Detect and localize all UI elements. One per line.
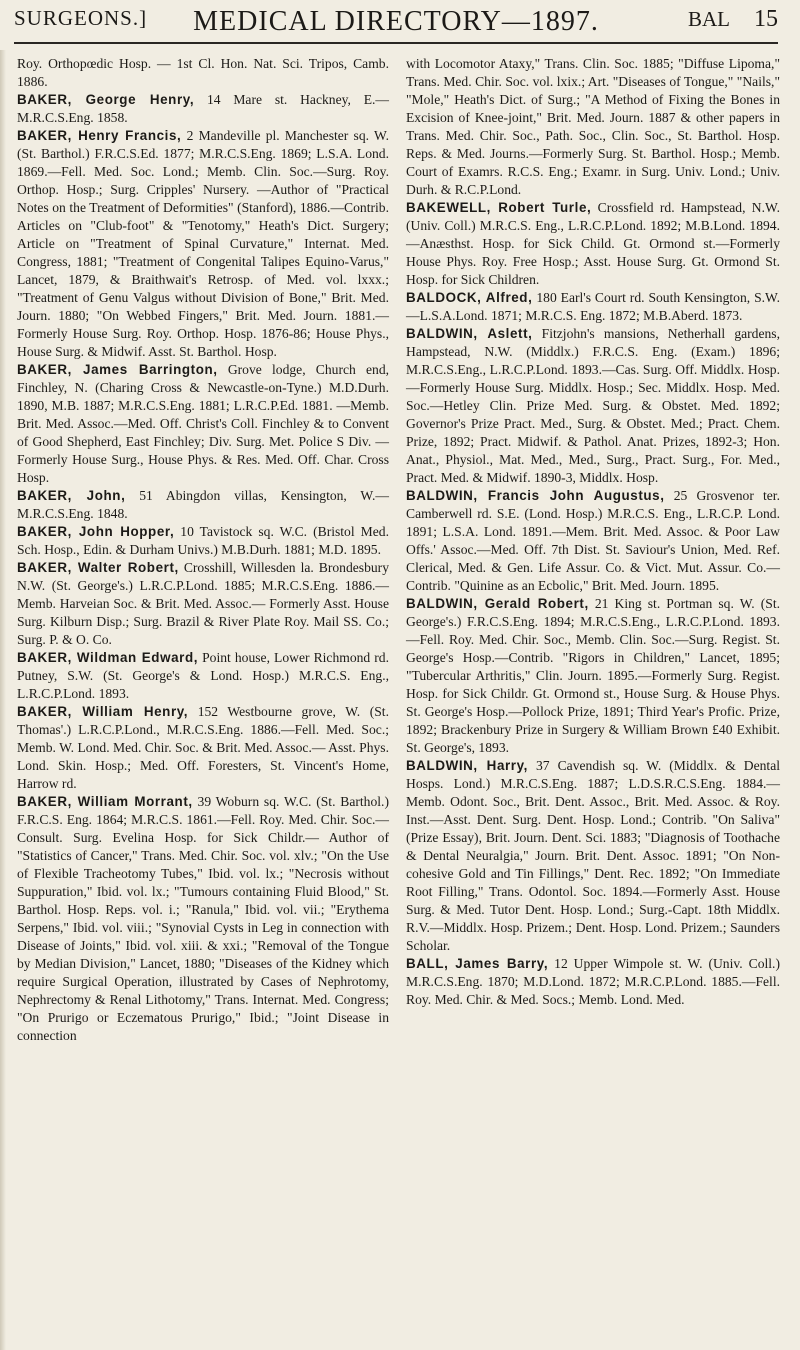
page-gutter-shadow: [0, 50, 6, 1350]
directory-entry: [406, 325, 780, 487]
entry-details: Point house, Lower Richmond rd. Putney, S.W. (St. George's & Lond. Hosp.) M.R.C.S. Eng., L.R.C.P.Lond. 1893.: [17, 650, 389, 701]
directory-entry: [17, 523, 389, 559]
directory-entry: [17, 55, 389, 91]
directory-entry: [17, 127, 389, 361]
left-column: [17, 55, 389, 1045]
directory-entry: [17, 793, 389, 1045]
directory-entry: [406, 955, 780, 1009]
entry-name: BAKER, John,: [17, 488, 126, 503]
entry-name: BAKER, Walter Robert,: [17, 560, 179, 575]
entry-name: BAKER, Henry Francis,: [17, 128, 182, 143]
entry-details: with Locomotor Ataxy," Trans. Clin. Soc. 1885; "Diffuse Lipoma," Trans. Med. Chir. Soc. vol. lxix.; Art. "Diseases of Tongue," "Nails," "Mole," Heath's Dict. of Surg.; "A Method of Fixing the Bones in Excision of Knee-joint," Brit. Med. Journ. 1887 & other papers in Trans. Med. Chir. Soc., Path. Soc., Clin. Soc., St. Barthol. Hosp. Reps. & Med. Journs.—Formerly Surg. St. Barthol. Hosp.; Memb. Court of Examrs. R.C.S. Eng.; Examr. in Surg. Univ. Lond.; Univ. Durh. & R.C.P.Lond.: [406, 56, 780, 197]
entry-details: 180 Earl's Court rd. South Kensington, S.W.—L.S.A.Lond. 1871; M.R.C.S. Eng. 1872; M.B.Aberd. 1873.: [406, 290, 781, 323]
directory-entry: [406, 55, 780, 199]
entry-name: BALL, James Barry,: [406, 956, 549, 971]
entry-name: BAKER, George Henry,: [17, 92, 195, 107]
entry-name: BAKER, William Morrant,: [17, 794, 193, 809]
entry-details: 14 Mare st. Hackney, E.—M.R.C.S.Eng. 1858.: [17, 92, 390, 125]
directory-entry: [17, 487, 389, 523]
entry-details: Grove lodge, Church end, Finchley, N. (Charing Cross & Newcastle-on-Tyne.) M.D.Durh. 1890, M.B. 1887; M.R.C.S.Eng. 1881; L.R.C.P.Ed. 1881. —Memb. Brit. Med. Assoc.—Med. Off. Christ's Coll. Finchley & to Convent of Good Shepherd, East Finchley; Div. Surg. Met. Police S Div. —Formerly House Surg., House Phys. & Res. Med. Off. Char. Cross Hosp.: [17, 362, 390, 485]
entry-details: 39 Woburn sq. W.C. (St. Barthol.) F.R.C.S. Eng. 1864; M.R.C.S. 1861.—Fell. Roy. Med. Chir. Soc.— Consult. Surg. Evelina Hosp. for Sick Childr.— Author of "Statistics of Cancer," Trans. Med. Chir. Soc. vol. xlv.; "On the Use of Flexible Tracheotomy Tubes," Ibid. vol. lx.; "Necrosis without Suppuration," Ibid. vol. lx.; "Tumours containing Fluid Blood," St. Barthol. Hosp. Reps. vol. i.; "Ranula," Ibid. vol. vii.; "Erythema Serpens," Ibid. vol. viii.; "Synovial Cysts in Leg in connection with Disease of Joints," Ibid. vol. xiii. & xxi.; "Removal of the Tongue by Median Division," Lancet, 1880; "Diseases of the Kidney which require Surgical Operation, illustrated by Cases of Nephrotomy, Nephrectomy & Renal Lithotomy," Trans. Internat. Med. Congress; "On Prurigo or Eczematous Prurigo," Ibid.; "Joint Disease in connection: [17, 794, 389, 1043]
entry-name: BAKER, Wildman Edward,: [17, 650, 199, 665]
section-label: SURGEONS.]: [14, 6, 148, 30]
entry-name: BALDOCK, Alfred,: [406, 290, 533, 305]
page-title: MEDICAL DIRECTORY—1897.: [193, 6, 599, 37]
entry-name: BAKEWELL, Robert Turle,: [406, 200, 592, 215]
entry-name: BALDWIN, Gerald Robert,: [406, 596, 589, 611]
directory-entry: [406, 289, 780, 325]
entry-name: BAKER, John Hopper,: [17, 524, 175, 539]
running-header: [14, 2, 778, 44]
entry-details: 37 Cavendish sq. W. (Middlx. & Dental Hosps. Lond.) M.R.C.S.Eng. 1887; L.D.S.R.C.S.Eng. 1884.—Memb. Odont. Soc., Brit. Dent. Assoc., Brit. Med. Assoc. & Roy. Inst.—Asst. Dent. Surg. Dent. Hosp. Lond.; Contrib. "On Saliva" (Prize Essay), Brit. Journ. Dent. Sci. 1883; "Diagnosis of Toothache & Dental Neuralgia," Journ. Brit. Dent. Assoc. 1891; "On Non-cohesive Gold and Tin Fillings," Dent. Rec. 1892; "On Immediate Root Filling," Trans. Odontol. Soc. 1894.—Formerly Asst. House Surg. & Med. Tutor Dent. Hosp. Lond.; Surg.-Capt. 18th Middlx. R.V.—Middlx. Hosp. Prizem.; Dent. Hosp. Lond. Prizem.; Saunders Scholar.: [406, 758, 781, 953]
entry-details: Crossfield rd. Hampstead, N.W. (Univ. Coll.) M.R.C.S. Eng., L.R.C.P.Lond. 1892; M.B.Lond. 1894.—Anæsthst. Hosp. for Sick Child. Gt. Ormond st.—Formerly House Phys. Roy. Free Hosp.; Asst. House Surg. Gt. Ormond St. Hosp. for Sick Children.: [406, 200, 780, 287]
directory-entry: [17, 649, 389, 703]
entry-details: 12 Upper Wimpole st. W. (Univ. Coll.) M.R.C.S.Eng. 1870; M.D.Lond. 1872; M.R.C.P.Lond. 1885.—Fell. Roy. Med. Chir. & Med. Socs.; Memb. Lond. Med.: [406, 956, 780, 1007]
directory-entry: [406, 199, 780, 289]
directory-entry: [406, 595, 780, 757]
entry-name: BAKER, William Henry,: [17, 704, 189, 719]
entry-name: BAKER, James Barrington,: [17, 362, 218, 377]
entry-details: Crosshill, Willesden la. Brondesbury N.W. (St. George's.) L.R.C.P.Lond. 1885; M.R.C.S.Eng. 1886.— Memb. Harveian Soc. & Brit. Med. Assoc.— Formerly Asst. House Surg. Kilburn Disp.; Surg. Brazil & River Plate Roy. Mail SS. Co.; Surg. P. & O. Co.: [17, 560, 389, 647]
directory-entry: [17, 361, 389, 487]
page-number: 15: [754, 6, 778, 32]
directory-entry: [17, 703, 389, 793]
entry-details: Roy. Orthopœdic Hosp. — 1st Cl. Hon. Nat. Sci. Tripos, Camb. 1886.: [17, 56, 389, 89]
entry-name: BALDWIN, Francis John Augustus,: [406, 488, 665, 503]
entry-details: 2 Mandeville pl. Manchester sq. W. (St. Barthol.) F.R.C.S.Ed. 1877; M.R.C.S.Eng. 1869; L.S.A. Lond. 1869.—Fell. Med. Soc. Lond.; Memb. Clin. Soc.—Surg. Roy. Orthop. Hosp.; Surg. Cripples' Nursery. —Author of "Practical Notes on the Treatment of Deformities" (Stanford), 1886.—Contrib. Articles on "Club-foot" & "Tenotomy," Heath's Dict. Surgery; Article on "Treatment of Spinal Curvature," Internat. Med. Congress, 1881; "Treatment of Congenital Talipes Equino-Varus," Lancet, 1879, & Braithwait's Retrosp. of Med. vol. lxxx.; "Treatment of Genu Valgus without Division of Bone," Brit. Med. Journ. 1880; "On Webbed Fingers," Brit. Med. Journ. 1881.— Formerly House Surg. Roy. Orthop. Hosp. 1876-86; House Phys., House Surg. & Midwif. Asst. St. Barthol. Hosp.: [17, 128, 389, 359]
alpha-code: BAL: [688, 7, 730, 31]
right-column: [406, 55, 780, 1009]
entry-details: 51 Abingdon villas, Kensington, W.—M.R.C.S.Eng. 1848.: [17, 488, 389, 521]
entry-details: 25 Grosvenor ter. Camberwell rd. S.E. (Lond. Hosp.) M.R.C.S. Eng., L.R.C.P. Lond. 1891; L.S.A. Lond. 1891.—Mem. Brit. Med. Assoc. & Poor Law Offs.' Assoc.—Med. Off. 7th Dist. St. Saviour's Union, Med. Ref. Clerical, Med. & Gen. Life Assur. Co. & Vict. Mut. Assur. Co.—Contrib. "Quinine as an Ecbolic," Brit. Med. Journ. 1895.: [406, 488, 780, 593]
directory-entry: [17, 91, 389, 127]
entry-details: 152 Westbourne grove, W. (St. Thomas'.) L.R.C.P.Lond., M.R.C.S.Eng. 1886.—Fell. Med. Soc.; Memb. W. Lond. Med. Chir. Soc. & Brit. Med. Assoc.— Asst. Phys. Lond. Skin. Hosp.; Med. Off. Foresters, St. Vincent's Home, Harrow rd.: [17, 704, 389, 791]
entry-name: BALDWIN, Aslett,: [406, 326, 533, 341]
entry-details: 10 Tavistock sq. W.C. (Bristol Med. Sch. Hosp., Edin. & Durham Univs.) M.B.Durh. 1881; M.D. 1895.: [17, 524, 389, 557]
directory-entry: [17, 559, 389, 649]
directory-entry: [406, 757, 780, 955]
entry-name: BALDWIN, Harry,: [406, 758, 528, 773]
entry-details: Fitzjohn's mansions, Netherhall gardens, Hampstead, N.W. (Middlx.) F.R.C.S. Eng. (Exam.) 1896; M.R.C.S.Eng., L.R.C.P.Lond. 1893.—Cas. Surg. Off. Middlx. Hosp.—Formerly House Surg. Middlx. Hosp.; Sec. Middlx. Hosp. Med. Soc.—Hetley Clin. Prize Med. Surg. & Obstet. Med. 1892; Governor's Prize Pract. Med., Surg. & Obstet. Med.; Pract. Chem. Prize, 1892; Pract. Midwif. & Pathol. Anat. Prizes, 1892-3; Hon. Anat., Physiol., Mat. Med., Med., Surg., Pract. Surg., For. Med., Pract. Med. & Midwif. 1890-3, Middlx. Hosp.: [406, 326, 781, 485]
entry-details: 21 King st. Portman sq. W. (St. George's.) F.R.C.S.Eng. 1894; M.R.C.S.Eng., L.R.C.P.Lond. 1893.—Fell. Roy. Med. Chir. Soc., Memb. Clin. Soc.—Surg. Regist. St. George's Hosp.—Contrib. "Rigors in Children," Lancet, 1895; "Tubercular Arthritis," Clin. Journ. 1895.—Formerly Surg. Regist. Hosp. for Sick Childr. Gt. Ormond st., House Surg. & House Phys. St. George's Hosp.—Pollock Prize, 1891; Third Year's Profic. Prize, 1892; Brackenbury Prize in Surgery & William Brown £40 Exhibit. St. George's, 1893.: [406, 596, 780, 755]
directory-entry: [406, 487, 780, 595]
page-locator: [688, 6, 778, 33]
